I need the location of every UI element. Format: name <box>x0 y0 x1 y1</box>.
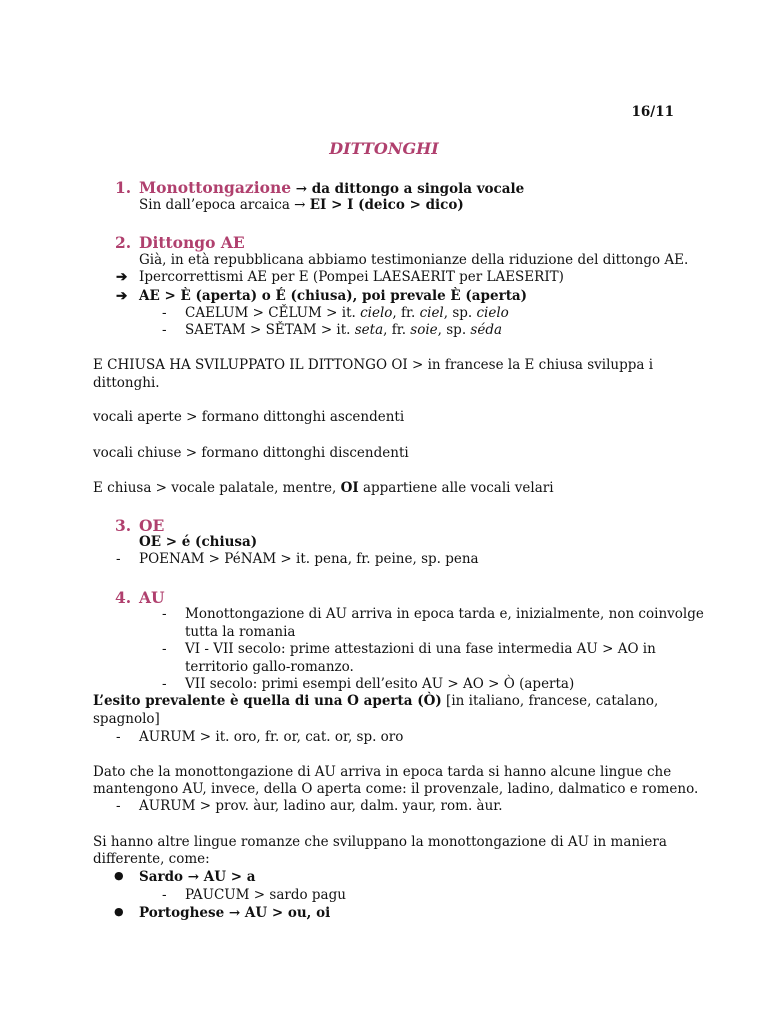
ex1-d: ciel <box>419 305 444 321</box>
section-4-item-1-line-2: tutta la romania <box>185 624 296 640</box>
paragraph-5-line-2: spagnolo] <box>93 711 160 727</box>
paragraph-7-line-2: differente, come: <box>93 851 210 867</box>
ex1-f: cielo <box>476 305 509 321</box>
dash-marker: - <box>162 641 167 657</box>
dash-marker: - <box>162 676 167 692</box>
section-3-example: POENAM > PéNAM > it. pena, fr. peine, sp. pena <box>139 551 479 567</box>
paragraph-4 <box>93 480 554 496</box>
paragraph-6-line-2: mantengono AU, invece, della O aperta come: il provenzale, ladino, dalmatico e romeno. <box>93 781 699 797</box>
ex2-a: SAETAM > SĚTAM > it. <box>185 322 355 338</box>
paragraph-1-line-1: E CHIUSA HA SVILUPPATO IL DITTONGO OI > in francese la E chiusa sviluppa i <box>93 357 654 373</box>
dash-marker: - <box>162 887 167 903</box>
dash-marker: - <box>116 729 121 745</box>
dash-marker: - <box>162 305 167 321</box>
section-1-number: 1. <box>115 178 132 197</box>
section-2-example-2 <box>185 322 502 338</box>
section-1-title-rest: → da dittongo a singola vocale <box>291 181 525 197</box>
section-4-item-2-line-2: territorio gallo-romanzo. <box>185 659 354 675</box>
bullet-sardo: Sardo → AU > a <box>139 869 256 885</box>
ex1-e: , sp. <box>443 305 477 321</box>
page-title: DITTONGHI <box>329 139 439 158</box>
section-4-item-2-line-1: VI - VII secolo: prime attestazioni di una fase intermedia AU > AO in <box>185 641 656 657</box>
bullet-portoghese: Portoghese → AU > ou, oi <box>139 905 331 921</box>
ex1-a: CAELUM > CĚLUM > it. <box>185 305 361 321</box>
arrow-icon: ➔ <box>116 288 128 304</box>
section-4-number: 4. <box>115 588 132 607</box>
ex1-b: cielo <box>360 305 393 321</box>
section-2-number: 2. <box>115 233 132 252</box>
dash-marker: - <box>116 798 121 814</box>
paragraph-2: vocali aperte > formano dittonghi ascendenti <box>93 409 405 425</box>
section-1-heading <box>139 178 524 197</box>
ex2-e: , sp. <box>437 322 471 338</box>
bullet-icon: ● <box>114 905 124 918</box>
bullet-icon: ● <box>114 869 124 882</box>
p5-a: L’esito prevalente è quella di una O aperta (Ò) <box>93 693 442 709</box>
section-2-line-2: Ipercorrettismi AE per E (Pompei LAESAERIT per LAESERIT) <box>139 269 564 285</box>
section-2-line-1: Già, in età repubblicana abbiamo testimonianze della riduzione del dittongo AE. <box>139 252 689 268</box>
section-4-item-3: VII secolo: primi esempi dell’esito AU > AO > Ò (aperta) <box>185 676 575 692</box>
section-4-title: AU <box>139 588 165 607</box>
p4-a: E chiusa > vocale palatale, mentre, <box>93 480 341 496</box>
dash-marker: - <box>116 551 121 567</box>
paragraph-3: vocali chiuse > formano dittonghi discendenti <box>93 445 409 461</box>
paragraph-5-line-1 <box>93 693 658 709</box>
section-2-title: Dittongo AE <box>139 233 245 252</box>
paragraph-5-example: AURUM > it. oro, fr. or, cat. or, sp. oro <box>139 729 404 745</box>
dash-marker: - <box>162 322 167 338</box>
paragraph-6-line-1: Dato che la monottongazione di AU arriva in epoca tarda si hanno alcune lingue che <box>93 764 672 780</box>
section-1-line <box>139 197 464 213</box>
ex1-c: , fr. <box>392 305 420 321</box>
section-2-example-1 <box>185 305 509 321</box>
section-3-line-1: OE > é (chiusa) <box>139 534 258 550</box>
p4-c: appartiene alle vocali velari <box>358 480 554 496</box>
paragraph-6-example: AURUM > prov. àur, ladino aur, dalm. yaur, rom. àur. <box>139 798 503 814</box>
bullet-sardo-example: PAUCUM > sardo pagu <box>185 887 346 903</box>
section-2-line-3: AE > È (aperta) o É (chiusa), poi prevale È (aperta) <box>139 288 528 304</box>
section-3-number: 3. <box>115 516 132 535</box>
section-4-item-1-line-1: Monottongazione di AU arriva in epoca tarda e, inizialmente, non coinvolge <box>185 606 704 622</box>
arrow-icon: ➔ <box>116 269 128 285</box>
page-date: 16/11 <box>631 104 674 120</box>
paragraph-1-line-2: dittonghi. <box>93 375 160 391</box>
paragraph-7-line-1: Si hanno altre lingue romanze che sviluppano la monottongazione di AU in maniera <box>93 834 667 850</box>
ex2-d: soie <box>410 322 438 338</box>
dash-marker: - <box>162 606 167 622</box>
section-1-line-a: Sin dall’epoca arcaica → <box>139 197 310 213</box>
section-3-title: OE <box>139 516 165 535</box>
section-1-line-b: EI > I (deico > dico) <box>309 197 464 213</box>
p4-b: OI <box>340 480 359 496</box>
ex2-b: seta <box>354 322 384 338</box>
section-1-title: Monottongazione <box>139 178 292 197</box>
ex2-f: séda <box>470 322 503 338</box>
ex2-c: , fr. <box>383 322 411 338</box>
p5-b: [in italiano, francese, catalano, <box>441 693 659 709</box>
